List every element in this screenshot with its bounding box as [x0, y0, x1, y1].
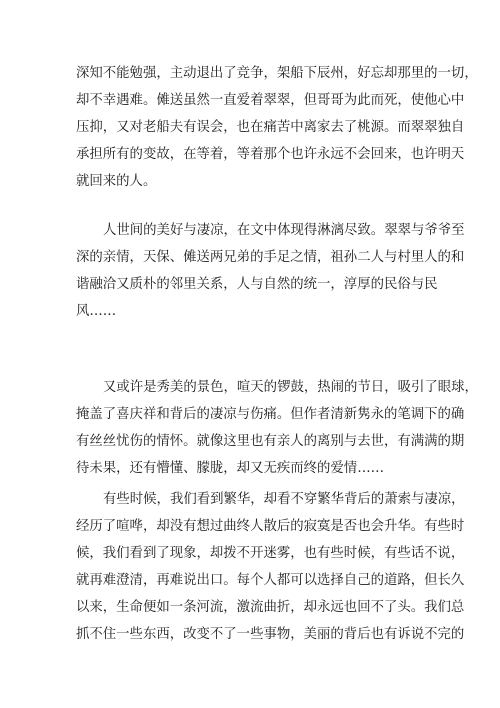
text-line: 有丝丝忧伤的情怀。就像这里也有亲人的离别与去世，有满满的期: [76, 434, 465, 449]
text-line: 就再难澄清，再难说出口。每个人都可以选择自己的道路，但长久: [76, 573, 465, 588]
text-line: 待未果，还有懵懂、朦胧，却又无疾而终的爱情……: [76, 461, 384, 476]
text-line: 掩盖了喜庆祥和背后的凄凉与伤痛。但作者清新隽永的笔调下的确: [76, 407, 465, 422]
text-line: 经历了喧哗，却没有想过曲终人散后的寂寞是否也会升华。有些时: [76, 519, 465, 534]
text-line: 承担所有的变故，在等着，等着那个也许永远不会回来，也许明天: [76, 147, 465, 162]
paragraph-4: [76, 486, 465, 648]
text-line: 风……: [76, 304, 117, 319]
text-line: 就回来的人。: [76, 174, 157, 189]
paragraph-3: [76, 374, 478, 482]
text-line: 又或许是秀美的景色，喧天的锣鼓，热闹的节日，吸引了眼球，: [103, 380, 478, 395]
text-line: 抓不住一些东西，改变不了一些事物，美丽的背后也有诉说不完的: [76, 627, 465, 642]
text-line: 谐融洽又质朴的邻里关系，人与自然的统一，淳厚的民俗与民: [76, 277, 438, 292]
text-line: 压抑，又对老船夫有误会，也在痛苦中离家去了桃源。而翠翠独自: [76, 120, 465, 135]
text-line: 却不幸遇难。傩送虽然一直爱着翠翠，但哥哥为此而死，使他心中: [76, 93, 465, 108]
text-line: 有些时候，我们看到繁华，却看不穿繁华背后的萧索与凄凉，: [103, 492, 465, 507]
paragraph-2: [76, 217, 465, 325]
text-line: 深的亲情，天保、傩送两兄弟的手足之情，祖孙二人与村里人的和: [76, 250, 465, 265]
paragraph-1: [76, 60, 478, 195]
text-line: 以来，生命便如一条河流，激流曲折，却永远也回不了头。我们总: [76, 600, 465, 615]
text-line: 人世间的美好与凄凉，在文中体现得淋漓尽致。翠翠与爷爷至: [103, 223, 465, 238]
text-line: 深知不能勉强，主动退出了竞争，架船下辰州，好忘却那里的一切，: [76, 66, 478, 81]
text-line: 候，我们看到了现象，却拨不开迷雾，也有些时候，有些话不说，: [76, 546, 465, 561]
